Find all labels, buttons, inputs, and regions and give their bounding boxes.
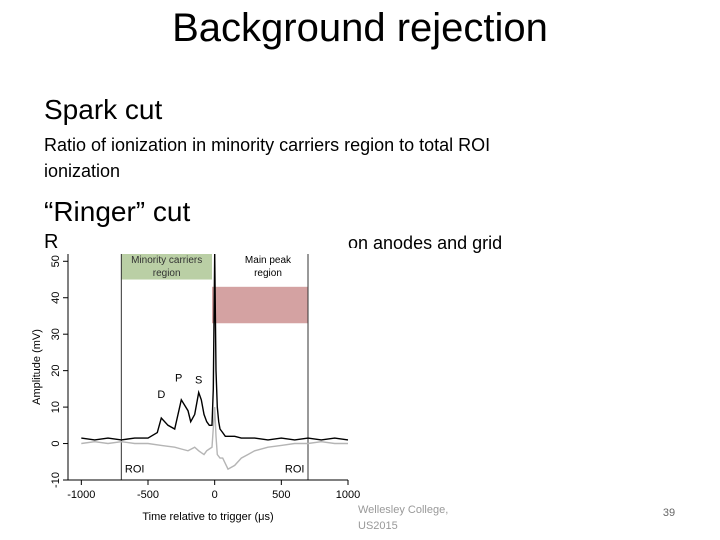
y-tick-label: 40 [50,291,62,304]
footer-line2: US2015 [358,520,398,532]
annotation-label: ROI [284,463,305,476]
ringer-cut-heading: “Ringer” cut [44,196,191,227]
x-tick-label: -1000 [67,489,96,501]
spark-cut-line2: ionization [44,161,121,181]
y-tick-label: 50 [50,255,62,268]
x-axis-label: Time relative to trigger (μs) [142,511,274,523]
y-tick-label: 0 [50,440,62,447]
x-tick-label: 0 [211,489,218,501]
y-tick-label: 10 [50,400,62,414]
annotation-label: S [194,374,203,387]
region-rect [212,287,308,323]
ringer-cut-text-start: R [44,231,59,253]
region-label: Minority carriers [131,255,203,267]
y-tick-label: 30 [50,328,62,341]
spark-cut-heading: Spark cut [44,94,163,125]
amplitude-plot [26,248,361,528]
annotation-label: D [157,388,166,401]
annotation-label: P [174,372,183,385]
y-axis-label: Amplitude (mV) [31,329,43,405]
x-tick-label: -500 [136,489,160,501]
y-tick-label: -10 [50,472,62,488]
region-label: region [254,267,282,279]
slide-title: Background rejection [172,6,548,50]
x-tick-label: 500 [272,489,291,501]
region-label: region [152,267,181,279]
x-tick-label: 1000 [335,489,361,501]
ringer-cut-text-end: on anodes and grid [348,233,503,253]
footer-line1: Wellesley College, [358,504,449,516]
region-label: Main peak [244,255,292,267]
annotation-label: ROI [124,463,145,476]
spark-cut-line1: Ratio of ionization in minority carriers region to total ROI [44,135,491,155]
page-number: 39 [662,507,676,519]
y-tick-label: 20 [50,364,62,377]
